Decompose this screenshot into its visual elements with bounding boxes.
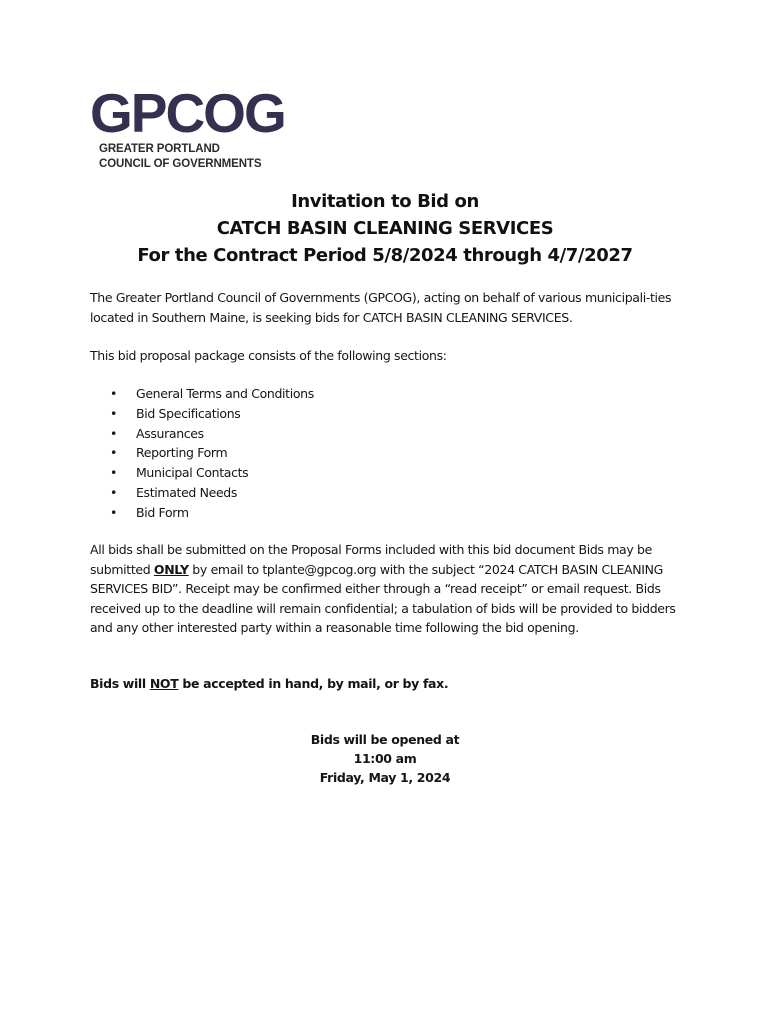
submission-paragraph: All bids shall be submitted on the Proposal Forms included with this bid document Bids may be submitted ONLY by email to tplante@gpcog.org with the subject “2024 CATCH BASIN CLEANING SERVICES BID”. Receipt may be confirmed either through a “read receipt” or email request. Bids received up to the deadline will remain confidential; a tabulation of bids will be provided to bidders and any other interested party within a reasonable time following the bid opening. (90, 542, 676, 635)
list-item: • Bid Specifications (90, 404, 314, 424)
bullet-icon: • (110, 425, 118, 441)
gpcog-logo (90, 82, 290, 171)
bullet-icon: • (110, 484, 118, 500)
title-line-1: Invitation to Bid on (291, 191, 479, 212)
only-emphasis: ONLY (153, 561, 189, 577)
opening-time: 11:00 am (353, 751, 417, 766)
intro-paragraph: The Greater Portland Council of Governments (GPCOG), acting on behalf of various municipali-ties located in Southern Maine, is seeking bids for CATCH BASIN CLEANING SERVICES. (90, 290, 672, 325)
list-item: • General Terms and Conditions (90, 384, 314, 404)
not-emphasis: NOT (149, 676, 179, 691)
list-item: • Assurances (90, 424, 314, 444)
notice-paragraph: Bids will NOT be accepted in hand, by mail, or by fax. (90, 676, 449, 691)
bullet-icon: • (110, 445, 118, 461)
title-line-3: For the Contract Period 5/8/2024 through 4/7/2027 (137, 245, 633, 266)
logo-line-1: GREATER PORTLAND (99, 143, 220, 155)
list-item: • Municipal Contacts (90, 463, 314, 483)
bullet-icon: • (110, 386, 118, 401)
bullet-icon: • (110, 504, 118, 520)
logo-line-2: COUNCIL OF GOVERNMENTS (99, 158, 262, 170)
sections-intro: This bid proposal package consists of the following sections: (90, 348, 447, 363)
bullet-icon: • (110, 465, 118, 481)
opening-line-1: Bids will be opened at (310, 732, 460, 747)
list-item: • Reporting Form (90, 443, 314, 463)
document-title (0, 188, 770, 269)
bid-opening-info (0, 730, 770, 787)
bullet-icon: • (110, 405, 118, 421)
list-item: • Bid Form (90, 503, 314, 523)
sections-list (90, 384, 314, 523)
opening-date: Friday, May 1, 2024 (319, 770, 451, 785)
list-item: • Estimated Needs (90, 483, 314, 503)
logo-mark: GPCOG (90, 82, 285, 144)
title-line-2: CATCH BASIN CLEANING SERVICES (216, 218, 554, 239)
